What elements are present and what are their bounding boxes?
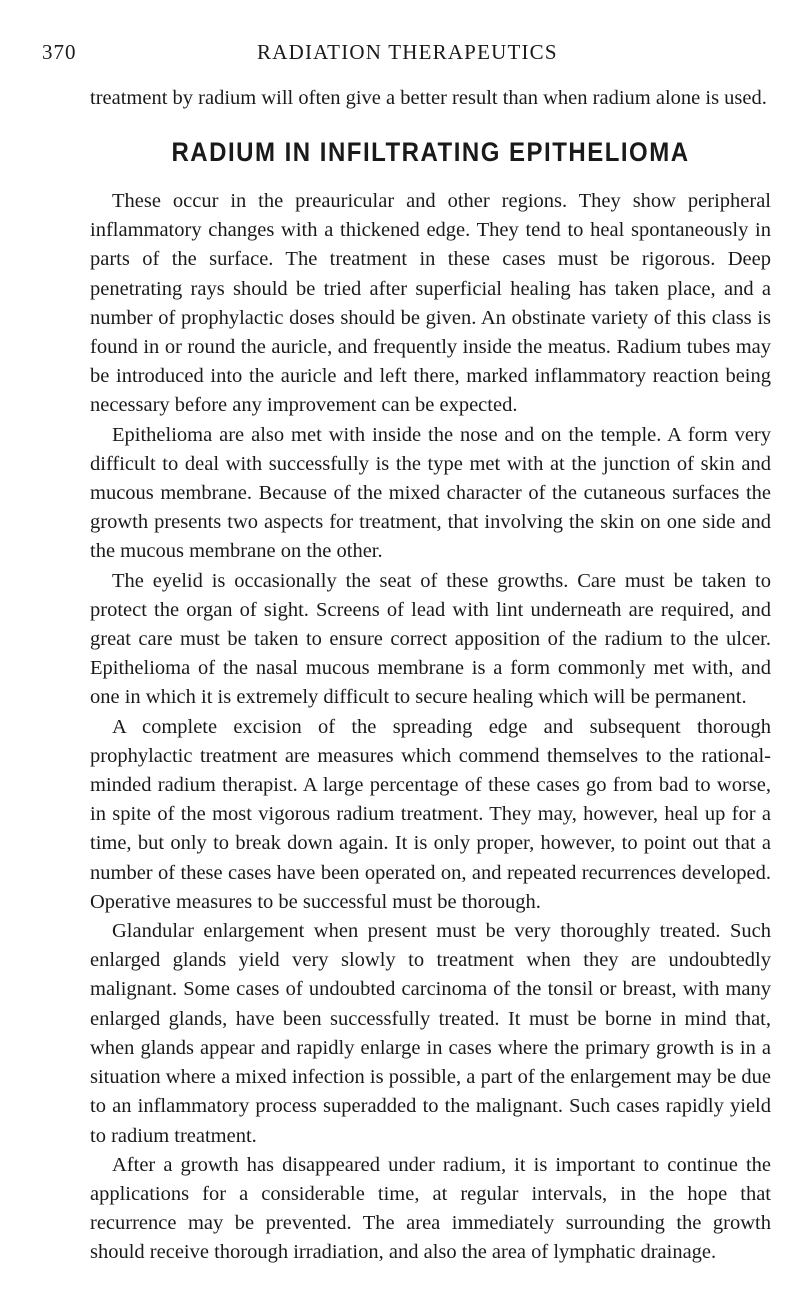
paragraph-eyelid: The eyelid is occasionally the seat of these growths. Care must be taken to protect the organ of sight. Screens of lead with lint underneath are required, and great care must be taken to ensure correct apposition of the radium to the ulcer. Epithelioma of the nasal mucous membrane is a form commonly met with, and one in which it is extremely difficult to secure healing which will be permanent. (90, 569, 771, 709)
book-page (42, 0, 771, 1268)
paragraph-nose-temple: Epithelioma are also met with inside the nose and on the temple. A form very difficult to deal with successfully is the type met with at the junction of skin and mucous membrane. Because of the mixed character of the cutaneous surfaces the growth presents two aspects for treatment, that involving the skin on one side and the mucous membrane on the other. (90, 423, 771, 563)
paragraph-preauricular: These occur in the preauricular and other regions. They show peripheral inflammatory changes with a thickened edge. They tend to heal spontaneously in parts of the surface. The treatment in these cases must be rigorous. Deep penetrating rays should be tried after superficial healing has taken place, and a number of prophylactic doses should be given. An obstinate variety of this class is found in or round the auricle, and frequently inside the meatus. Radium tubes may be introduced into the auricle and left there, marked inflammatory reaction being necessary before any improvement can be expected. (90, 190, 771, 417)
section-body (90, 187, 771, 1268)
carry-over-paragraph: treatment by radium will often give a better result than when radium alone is used. (90, 87, 767, 109)
paragraph-glandular: Glandular enlargement when present must be very thoroughly treated. Such enlarged glands yield very slowly to treatment when they are undoubtedly malignant. Some cases of undoubted carcinoma of the tonsil or breast, with many enlarged glands, have been successfully treated. It must be borne in mind that, when glands appear and rapidly enlarge in cases where the primary growth is in a situation where a mixed infection is possible, a part of the enlargement may be due to an inflammatory process superadded to the malignant. Such cases rapidly yield to radium treatment. (90, 920, 771, 1147)
paragraph-after-growth: After a growth has disappeared under radium, it is important to continue the applications for a considerable time, at regular intervals, in the hope that recurrence may be prevented. The area immediately surrounding the growth should receive thorough irradiation, and also the area of lymphatic drainage. (90, 1153, 771, 1264)
running-head (42, 0, 771, 70)
section-heading: RADIUM IN INFILTRATING EPITHELIOMA (171, 137, 690, 168)
running-title: RADIATION THERAPEUTICS (257, 40, 558, 64)
page-number: 370 (42, 40, 77, 64)
paragraph-excision: A complete excision of the spreading edge and subsequent thorough prophylactic treatment are measures which commend themselves to the rational-minded radium therapist. A large percentage of these cases go from bad to worse, in spite of the most vigorous radium treatment. They may, however, heal up for a time, but only to break down again. It is only proper, however, to point out that a number of these cases have been operated on, and repeated recurrences developed. Operative measures to be successful must be thorough. (90, 715, 771, 913)
